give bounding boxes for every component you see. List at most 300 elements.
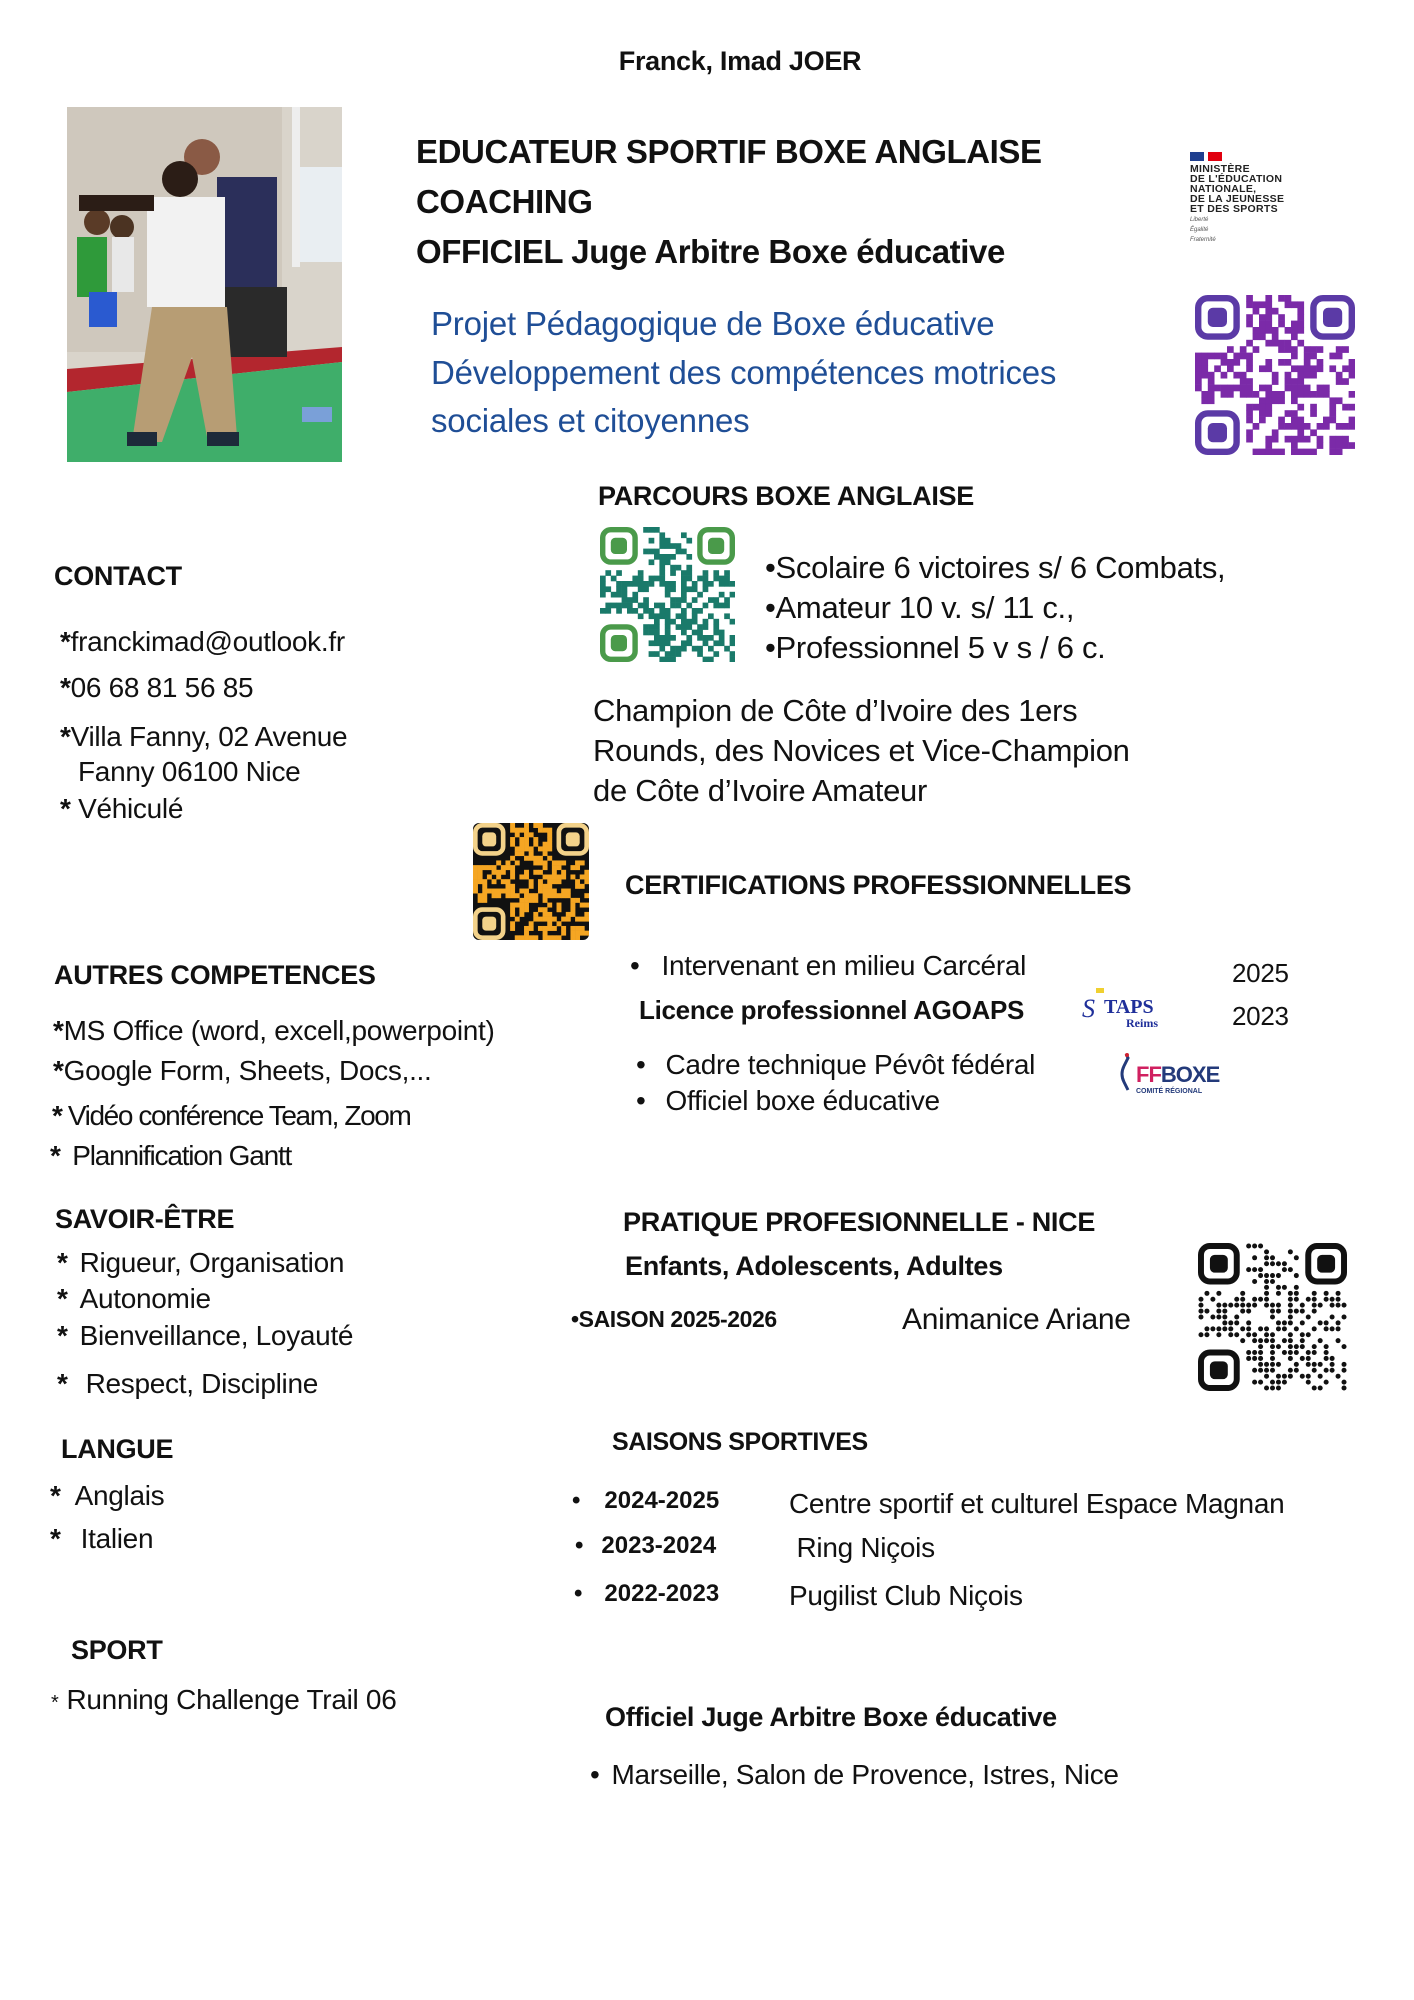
qr-module <box>529 921 534 926</box>
qr-module <box>643 549 649 555</box>
skill-item <box>50 1140 291 1172</box>
bullet-icon: • <box>571 1306 579 1332</box>
qr-code-pratique[interactable] <box>1198 1243 1347 1391</box>
qr-module <box>538 926 543 931</box>
qr-module <box>1317 442 1324 449</box>
qr-module <box>547 846 552 851</box>
qr-module <box>1252 1243 1257 1248</box>
qr-module <box>1288 1344 1293 1349</box>
qr-module <box>1304 372 1311 379</box>
qr-module <box>1198 1332 1203 1337</box>
qr-module <box>524 828 529 833</box>
qr-module <box>643 608 649 614</box>
autres-competences-heading: AUTRES COMPETENCES <box>54 960 376 990</box>
qr-module <box>703 657 709 662</box>
qr-module <box>1216 1303 1221 1308</box>
qr-module <box>1264 1303 1269 1308</box>
qr-module <box>1270 1362 1275 1367</box>
qr-module <box>1264 1291 1269 1296</box>
qr-module <box>1317 385 1324 392</box>
qr-module <box>1222 1314 1227 1319</box>
qr-module <box>1294 1368 1299 1373</box>
qr-module <box>1272 333 1279 340</box>
qr-module <box>1294 1350 1299 1355</box>
qr-module <box>1324 1326 1329 1331</box>
qr-module <box>659 608 665 614</box>
qr-module <box>1253 423 1260 430</box>
qr-module <box>654 635 660 641</box>
qr-module <box>1304 346 1311 353</box>
qr-module <box>575 935 580 940</box>
qr-module <box>670 603 676 609</box>
qr-module <box>632 597 638 603</box>
asterisk-bullet-icon: * <box>60 672 71 703</box>
skill-label: Google Form, Sheets, Docs,... <box>63 1055 432 1086</box>
qr-module <box>482 884 487 889</box>
qr-module <box>1304 365 1311 372</box>
qr-module <box>492 889 497 894</box>
qr-module <box>1264 1285 1269 1290</box>
qr-module <box>692 608 698 614</box>
pratique-season-label: SAISON 2025-2026 <box>578 1306 777 1332</box>
qr-module <box>1312 1303 1317 1308</box>
qr-module <box>665 554 671 560</box>
qr-module <box>1276 1285 1281 1290</box>
qr-module <box>1342 442 1349 449</box>
qr-module <box>1259 314 1266 321</box>
qr-module <box>659 657 665 662</box>
qr-module <box>1288 1368 1293 1373</box>
qr-module <box>1195 365 1202 372</box>
qr-module <box>719 581 725 587</box>
project-line-2: Développement des compétences motrices <box>431 354 1057 391</box>
qr-module <box>515 893 520 898</box>
qr-module <box>697 651 703 657</box>
qr-finder-center <box>482 917 496 931</box>
qr-finder-center <box>708 538 724 554</box>
bullet-icon: • <box>630 950 640 981</box>
qr-module <box>580 917 585 922</box>
qr-module <box>638 613 644 619</box>
qr-module <box>686 635 692 641</box>
staps-main: TAPS <box>1104 996 1154 1018</box>
qr-code-project[interactable] <box>1195 295 1355 455</box>
qr-module <box>1221 359 1228 366</box>
qr-module <box>1228 1303 1233 1308</box>
sport-label: Running Challenge Trail 06 <box>66 1684 397 1715</box>
qr-module <box>611 603 617 609</box>
qr-module <box>543 926 548 931</box>
qr-module <box>584 912 589 917</box>
savoir-etre-heading: SAVOIR-ÊTRE <box>55 1204 235 1234</box>
qr-module <box>1297 449 1304 455</box>
qr-module <box>529 832 534 837</box>
qr-module <box>1272 429 1279 436</box>
qr-module <box>1297 417 1304 424</box>
qr-module <box>1304 436 1311 443</box>
qr-module <box>1288 1314 1293 1319</box>
qr-module <box>566 912 571 917</box>
qr-module <box>692 586 698 592</box>
qr-module <box>1324 1320 1329 1325</box>
qr-module <box>505 889 510 894</box>
qr-module <box>1276 1261 1281 1266</box>
qr-module <box>1201 391 1208 398</box>
qr-module <box>1278 449 1285 455</box>
ministry-line: MINISTÈRE <box>1190 163 1250 175</box>
qr-module <box>519 903 524 908</box>
qr-module <box>649 651 655 657</box>
qr-module <box>1246 301 1253 308</box>
qr-module <box>515 828 520 833</box>
qr-module <box>1272 449 1279 455</box>
qr-module <box>570 874 575 879</box>
qr-module <box>1246 1303 1251 1308</box>
qr-module <box>1336 1374 1341 1379</box>
qr-module <box>1265 308 1272 315</box>
qr-module <box>473 865 478 870</box>
qr-module <box>1285 346 1292 353</box>
qr-module <box>1342 365 1349 372</box>
qr-module <box>1276 1320 1281 1325</box>
qr-module <box>1336 442 1343 449</box>
asterisk-bullet-icon: * <box>57 1368 68 1399</box>
qr-module <box>1288 1356 1293 1361</box>
qr-module <box>505 879 510 884</box>
bullet-icon: • <box>636 1049 646 1080</box>
qr-module <box>686 624 692 630</box>
qr-module <box>686 554 692 560</box>
qr-module <box>1246 295 1253 302</box>
qr-module <box>547 884 552 889</box>
qr-module <box>665 635 671 641</box>
qr-code-parcours[interactable] <box>600 527 735 662</box>
qr-module <box>654 613 660 619</box>
qr-module <box>676 646 682 652</box>
qr-module <box>584 931 589 936</box>
qr-module <box>1246 385 1253 392</box>
qr-module <box>1285 436 1292 443</box>
qr-module <box>1318 1362 1323 1367</box>
qr-module <box>665 608 671 614</box>
asterisk-bullet-icon: * <box>57 1247 68 1278</box>
qr-module <box>649 608 655 614</box>
qr-module <box>584 893 589 898</box>
qr-module <box>1253 327 1260 334</box>
qr-module <box>1336 1320 1341 1325</box>
qr-module <box>543 931 548 936</box>
qr-module <box>1258 1380 1263 1385</box>
qr-module <box>1291 365 1298 372</box>
qr-module <box>1253 308 1260 315</box>
qr-module <box>686 538 692 544</box>
qr-module <box>1304 353 1311 360</box>
qr-module <box>524 823 529 828</box>
qr-module <box>686 586 692 592</box>
qr-module <box>1210 1314 1215 1319</box>
qr-module <box>496 860 501 865</box>
qr-module <box>1312 1362 1317 1367</box>
qr-module <box>643 624 649 630</box>
qr-module <box>665 592 671 598</box>
qr-module <box>1329 365 1336 372</box>
qr-module <box>659 640 665 646</box>
qr-module <box>561 889 566 894</box>
qr-module <box>1297 378 1304 385</box>
qr-module <box>1204 1309 1209 1314</box>
qr-module <box>703 640 709 646</box>
contact-email[interactable] <box>60 626 345 658</box>
qr-module <box>1323 391 1330 398</box>
qr-module <box>1270 1309 1275 1314</box>
asterisk-bullet-icon: * <box>50 1523 61 1554</box>
qr-module <box>1221 385 1228 392</box>
qr-module <box>1253 301 1260 308</box>
qr-module <box>538 917 543 922</box>
qr-module <box>510 856 515 861</box>
qr-module <box>1246 365 1253 372</box>
qr-module <box>1278 417 1285 424</box>
qr-module <box>1195 385 1202 392</box>
savoir-etre-label: Autonomie <box>79 1283 211 1314</box>
qr-module <box>1297 340 1304 347</box>
ministry-devise: Égalité <box>1190 227 1209 233</box>
qr-module <box>1276 1344 1281 1349</box>
qr-module <box>1227 391 1234 398</box>
qr-module <box>1222 1309 1227 1314</box>
qr-module <box>1312 1344 1317 1349</box>
staps-sub: Reims <box>1126 1016 1158 1030</box>
qr-module <box>1297 365 1304 372</box>
qr-module <box>1324 1356 1329 1361</box>
qr-module <box>519 874 524 879</box>
qr-module <box>1259 404 1266 411</box>
contact-vehicle-text: Véhiculé <box>78 793 184 824</box>
qr-module <box>1300 1344 1305 1349</box>
qr-module <box>1270 1338 1275 1343</box>
qr-module <box>1246 314 1253 321</box>
qr-module <box>1240 1303 1245 1308</box>
qr-module <box>632 581 638 587</box>
qr-module <box>1291 321 1298 328</box>
qr-module <box>1272 391 1279 398</box>
qr-code-certifications[interactable] <box>473 823 589 940</box>
qr-module <box>1304 423 1311 430</box>
qr-module <box>1258 1344 1263 1349</box>
qr-module <box>1233 359 1240 366</box>
contact-address <box>60 721 347 753</box>
qr-module <box>1336 1338 1341 1343</box>
qr-module <box>1253 333 1260 340</box>
qr-module <box>1317 365 1324 372</box>
qr-module <box>697 624 703 630</box>
qr-module <box>570 865 575 870</box>
qr-module <box>1264 1255 1269 1260</box>
qr-module <box>478 879 483 884</box>
qr-module <box>676 603 682 609</box>
qr-module <box>1324 1291 1329 1296</box>
qr-module <box>1264 1261 1269 1266</box>
qr-module <box>724 581 730 587</box>
qr-module <box>524 842 529 847</box>
qr-module <box>1329 353 1336 360</box>
qr-module <box>670 543 676 549</box>
qr-module <box>547 828 552 833</box>
qr-module <box>478 874 483 879</box>
qr-module <box>1330 1368 1335 1373</box>
qr-module <box>510 889 515 894</box>
qr-module <box>659 565 665 571</box>
asterisk-bullet-icon: * <box>60 793 71 824</box>
qr-module <box>524 889 529 894</box>
qr-module <box>703 570 709 576</box>
qr-module <box>1291 397 1298 404</box>
qr-module <box>1288 1350 1293 1355</box>
qr-module <box>1306 1380 1311 1385</box>
qr-module <box>543 846 548 851</box>
qr-module <box>1246 1332 1251 1337</box>
qr-module <box>659 543 665 549</box>
qr-module <box>533 860 538 865</box>
project-line-1: Projet Pédagogique de Boxe éducative <box>431 305 995 342</box>
qr-module <box>1324 1344 1329 1349</box>
qr-module <box>713 630 719 636</box>
qr-module <box>1318 1320 1323 1325</box>
qr-module <box>1291 417 1298 424</box>
bullet-icon: • <box>574 1580 583 1607</box>
qr-module <box>1330 1356 1335 1361</box>
qr-module <box>1276 1291 1281 1296</box>
qr-module <box>1342 1386 1347 1391</box>
langue-item <box>50 1523 153 1555</box>
qr-module <box>643 630 649 636</box>
qr-finder-center <box>1208 423 1227 442</box>
qr-module <box>1291 333 1298 340</box>
qr-module <box>1258 1297 1263 1302</box>
champion-line: Rounds, des Novices et Vice-Champion <box>593 733 1130 768</box>
qr-module <box>1259 321 1266 328</box>
qr-module <box>487 889 492 894</box>
qr-module <box>665 624 671 630</box>
qr-module <box>1310 346 1317 353</box>
qr-module <box>519 851 524 856</box>
qr-module <box>1300 1320 1305 1325</box>
qr-module <box>1288 1338 1293 1343</box>
qr-module <box>1330 1326 1335 1331</box>
qr-module <box>730 651 735 657</box>
qr-module <box>708 597 714 603</box>
qr-module <box>1228 1332 1233 1337</box>
qr-module <box>643 603 649 609</box>
qr-module <box>1253 404 1260 411</box>
qr-module <box>632 592 638 598</box>
qr-module <box>730 619 735 625</box>
qr-module <box>519 842 524 847</box>
qr-module <box>1317 346 1324 353</box>
qr-module <box>1282 1261 1287 1266</box>
qr-module <box>1285 295 1292 302</box>
qr-module <box>1264 1326 1269 1331</box>
qr-module <box>482 893 487 898</box>
qr-module <box>697 635 703 641</box>
qr-finder-center <box>611 635 627 651</box>
qr-module <box>482 898 487 903</box>
qr-module <box>1336 449 1343 455</box>
qr-module <box>665 630 671 636</box>
qr-finder-center <box>1317 1255 1335 1273</box>
qr-module <box>1201 359 1208 366</box>
qr-module <box>501 889 506 894</box>
qr-module <box>575 917 580 922</box>
qr-module <box>1208 391 1215 398</box>
qr-module <box>1285 378 1292 385</box>
qr-module <box>1318 1303 1323 1308</box>
qr-module <box>580 903 585 908</box>
qr-module <box>659 576 665 582</box>
savoir-etre-item <box>57 1283 211 1315</box>
qr-module <box>1216 1309 1221 1314</box>
qr-module <box>547 856 552 861</box>
ministry-line: NATIONALE, <box>1190 183 1257 195</box>
ministry-devise: Fraternité <box>1190 237 1216 243</box>
qr-module <box>1234 1320 1239 1325</box>
qr-module <box>1336 1291 1341 1296</box>
qr-module <box>681 624 687 630</box>
qr-module <box>524 931 529 936</box>
qr-module <box>533 898 538 903</box>
qr-module <box>616 570 622 576</box>
qr-module <box>510 828 515 833</box>
contact-phone[interactable] <box>60 672 253 704</box>
qr-module <box>538 889 543 894</box>
qr-module <box>1312 1386 1317 1391</box>
qr-module <box>510 874 515 879</box>
qr-module <box>600 608 606 614</box>
qr-module <box>547 837 552 842</box>
qr-module <box>654 640 660 646</box>
qr-module <box>1198 1309 1203 1314</box>
qr-module <box>1291 378 1298 385</box>
qr-module <box>713 597 719 603</box>
qr-module <box>529 935 534 940</box>
qr-module <box>510 893 515 898</box>
qr-module <box>570 931 575 936</box>
bullet-icon: • <box>636 1085 646 1116</box>
qr-module <box>616 586 622 592</box>
qr-module <box>1276 1303 1281 1308</box>
qr-module <box>1278 321 1285 328</box>
qr-module <box>1330 1314 1335 1319</box>
qr-module <box>538 856 543 861</box>
qr-module <box>1240 346 1247 353</box>
qr-module <box>713 651 719 657</box>
qr-module <box>1304 359 1311 366</box>
qr-module <box>686 619 692 625</box>
qr-module <box>529 893 534 898</box>
qr-module <box>1342 1368 1347 1373</box>
qr-module <box>515 851 520 856</box>
ffboxe-main: FFBOXE <box>1136 1062 1220 1087</box>
qr-module <box>1306 1362 1311 1367</box>
qr-module <box>659 559 665 565</box>
pratique-season <box>571 1306 777 1333</box>
qr-module <box>697 592 703 598</box>
qr-module <box>1270 1380 1275 1385</box>
qr-module <box>524 926 529 931</box>
qr-module <box>533 842 538 847</box>
qr-module <box>1258 1362 1263 1367</box>
qr-module <box>1210 1326 1215 1331</box>
